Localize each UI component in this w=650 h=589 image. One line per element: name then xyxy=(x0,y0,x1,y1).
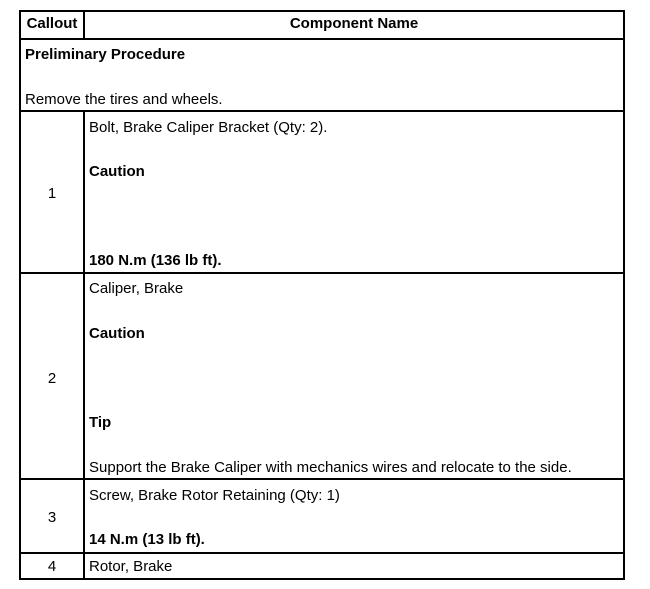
header-component-name: Component Name xyxy=(289,15,419,32)
callout-number: 4 xyxy=(47,558,57,575)
row-divider xyxy=(21,552,623,554)
torque-spec: 14 N.m (13 lb ft). xyxy=(89,531,205,548)
header-callout: Callout xyxy=(26,15,78,32)
callout-number: 2 xyxy=(47,370,57,387)
procedure-table xyxy=(19,10,625,580)
callout-number: 3 xyxy=(47,509,57,526)
component-name: Screw, Brake Rotor Retaining (Qty: 1) xyxy=(89,487,340,504)
torque-spec: 180 N.m (136 lb ft). xyxy=(89,252,222,269)
tip-text: Support the Brake Caliper with mechanics wires and relocate to the side. xyxy=(89,459,572,476)
tip-label: Tip xyxy=(89,414,112,431)
preliminary-text: Remove the tires and wheels. xyxy=(25,91,223,108)
component-name: Bolt, Brake Caliper Bracket (Qty: 2). xyxy=(89,119,328,136)
row-divider xyxy=(21,272,623,274)
caution-label: Caution xyxy=(89,163,145,180)
preliminary-title: Preliminary Procedure xyxy=(25,46,186,63)
row-divider xyxy=(21,38,623,40)
header-divider xyxy=(83,12,85,40)
callout-number: 1 xyxy=(47,185,57,202)
caution-label: Caution xyxy=(89,325,145,342)
component-name: Caliper, Brake xyxy=(89,280,184,297)
callout-column-divider xyxy=(83,110,85,578)
row-divider xyxy=(21,110,623,112)
component-name: Rotor, Brake xyxy=(89,558,173,575)
row-divider xyxy=(21,478,623,480)
